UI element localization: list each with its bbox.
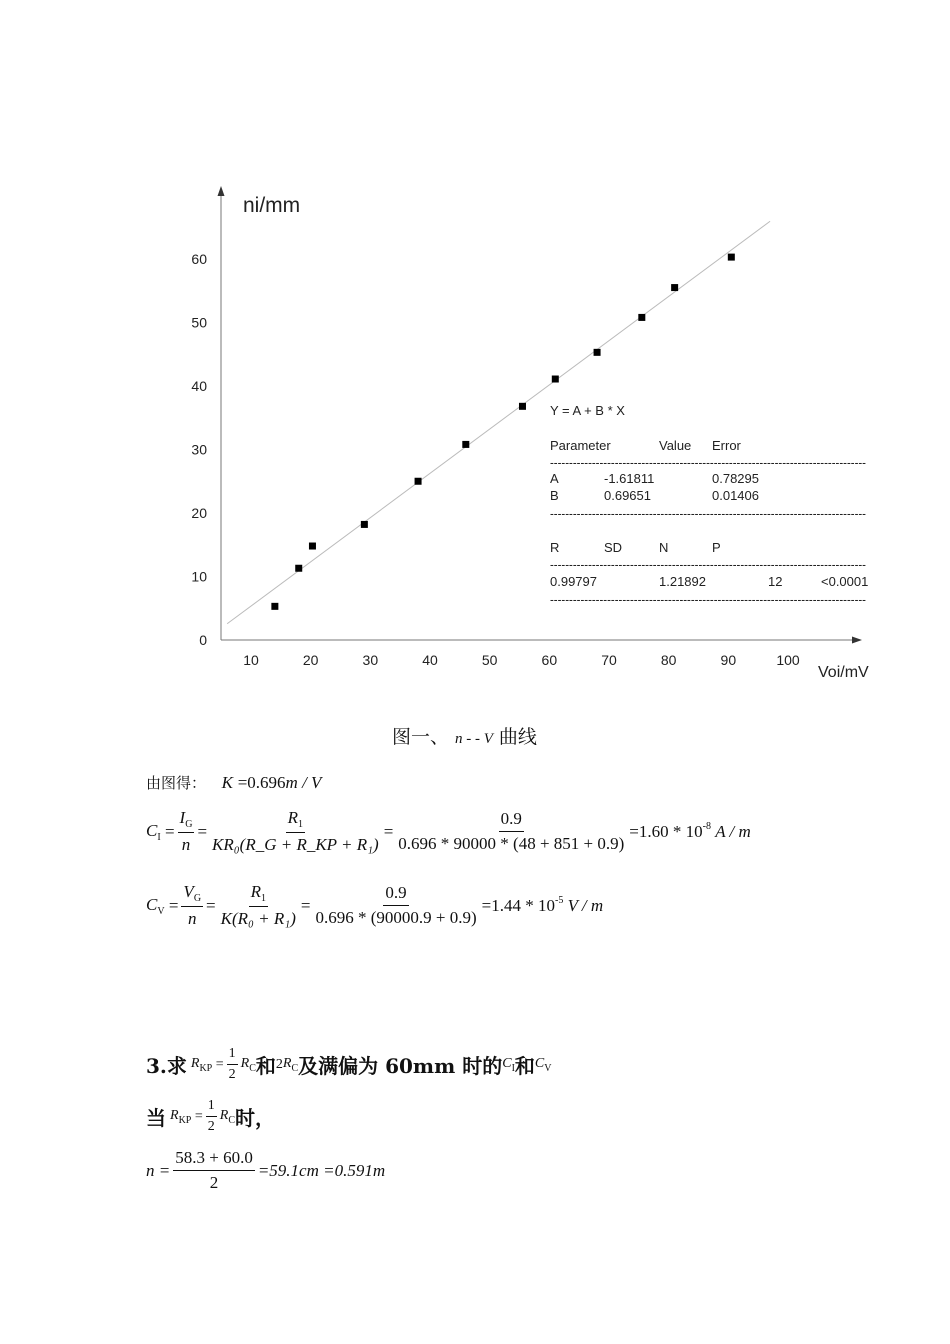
y-tick-label: 40: [191, 378, 207, 394]
fit-divider: -----------------------------------------------------------------------------------: [550, 455, 866, 470]
fit-stats-header-p: P: [712, 540, 721, 555]
fit-row-a-name: A: [550, 471, 559, 486]
k-value: =0.696: [237, 773, 286, 792]
caption-math: n - - V: [455, 731, 493, 747]
figure-caption: [392, 722, 537, 749]
y-axis-arrow: [218, 186, 225, 196]
x-tick-label: 10: [243, 652, 259, 668]
fit-header-error: Error: [712, 438, 741, 453]
data-point: [594, 349, 601, 356]
fit-row-a-value: -1.61811: [604, 471, 655, 486]
fit-stats-p: <0.0001: [821, 574, 869, 589]
n-average-equation: n = $\frac{58.3 + 60.0}{2}$ =59.1cm =0.591m: [146, 1148, 386, 1192]
condition-prefix: 当: [146, 1106, 166, 1130]
x-tick-label: 80: [660, 652, 677, 668]
fit-row-b-name: B: [550, 488, 559, 503]
data-point: [728, 254, 735, 261]
fit-stats-header-n: N: [659, 540, 669, 555]
x-tick-label: 100: [776, 652, 800, 668]
x-tick-label: 70: [601, 652, 617, 668]
fit-equation: Y = A + B * X: [550, 403, 625, 418]
fit-results-table: [550, 403, 868, 607]
ci-result: $=1.60 * 10^{-8}$ A / m: [629, 821, 751, 841]
fit-stats-header-r: R: [550, 540, 560, 555]
data-point: [519, 403, 526, 410]
cv-lhs: $C_V$: [146, 894, 165, 917]
data-point: [638, 314, 645, 321]
cv-frac-3: $\frac{0.9}{0.696 * (90000.9 + 0.9)}$: [315, 883, 477, 927]
data-point: [552, 376, 559, 383]
section-3-title: 3.求: [146, 1054, 187, 1078]
data-point: [671, 284, 678, 291]
data-point: [295, 565, 302, 572]
x-tick-label: 50: [481, 652, 498, 668]
y-tick-label: 0: [199, 632, 207, 648]
cv-frac-1: $\frac{V_G}{n}$: [183, 882, 202, 928]
x-tick-label: 30: [362, 652, 379, 668]
y-tick-label: 10: [191, 568, 207, 585]
k-symbol: K: [221, 773, 233, 792]
y-tick-label: 60: [191, 251, 207, 267]
y-tick-labels: [191, 251, 207, 648]
ci-frac-1: $\frac{I_G}{n}$: [179, 808, 193, 854]
fit-divider: -----------------------------------------------------------------------------------: [550, 506, 866, 521]
intro-text: 由图得：: [146, 774, 207, 792]
fit-row-b-value: 0.69651: [604, 488, 651, 503]
y-tick-label: 20: [191, 505, 207, 521]
data-point: [271, 603, 278, 610]
fit-header-value: Value: [659, 438, 692, 453]
fit-stats-r: 0.99797: [550, 574, 597, 589]
x-tick-label: 60: [541, 652, 558, 668]
k-value-line: [146, 772, 321, 793]
cv-equation: $C_V$ = $\frac{V_G}{n}$ = $\frac{R_1}{\text{K(R₀ + R₁)}}$ = $\frac{0.9}{0.696 * (90000.9 + 0.9)}$ $=1.44 * 10^{-5}$ V / m: [146, 882, 604, 928]
section-3-heading: 3.求 $R_{KP}$ = $\frac{1}{2}$ $R_C$ 和 2 $R_C$ 及满偏为 60mm 时的 $C_I$ 和 $C_V$: [146, 1046, 552, 1082]
ci-frac-2: $\frac{R_1}{\text{KR₀(R\_G + R\_KP + R₁)}}$: [212, 808, 379, 854]
data-point: [361, 521, 368, 528]
fit-header-parameter: Parameter: [550, 438, 611, 453]
section-3-condition: 当 $R_{KP}$ = $\frac{1}{2}$ $R_C$ 时，: [146, 1098, 275, 1134]
cv-result: $=1.44 * 10^{-5}$ V / m: [481, 895, 604, 915]
data-point: [415, 478, 422, 485]
fit-stats-sd: 1.21892: [659, 574, 706, 589]
y-axis-label: ni/mm: [243, 194, 301, 217]
fit-stats-header-sd: SD: [604, 540, 623, 555]
ci-frac-3: $\frac{0.9}{0.696 * 90000 * (48 + 851 + 0.9)}$: [398, 809, 625, 853]
x-tick-label: 90: [720, 652, 737, 668]
cv-frac-2: $\frac{R_1}{\text{K(R₀ + R₁)}}$: [220, 882, 296, 928]
fit-divider: -----------------------------------------------------------------------------------: [550, 557, 866, 572]
caption-suffix: 曲线: [498, 726, 537, 748]
x-tick-label: 20: [302, 652, 319, 668]
ci-equation: $C_I$ = $\frac{I_G}{n}$ = $\frac{R_1}{\text{KR₀(R\_G + R\_KP + R₁)}}$ = $\frac{0.9}{0.696 * 90000 * (48 + 851 + 0.9)}$ $=1.60 * 10^{-8}$ A / m: [146, 808, 751, 854]
fit-row-b-error: 0.01406: [712, 488, 759, 503]
caption-prefix: 图一、: [392, 726, 450, 748]
x-tick-labels: [243, 652, 800, 668]
fit-divider: -----------------------------------------------------------------------------------: [550, 592, 866, 607]
fit-row-a-error: 0.78295: [712, 471, 759, 486]
k-unit: m / V: [285, 773, 322, 792]
x-axis-arrow: [852, 637, 862, 644]
x-axis-label: Voi/mV: [818, 664, 869, 681]
condition-suffix: 时，: [235, 1106, 275, 1130]
y-tick-label: 30: [191, 441, 207, 458]
y-tick-label: 50: [191, 314, 207, 331]
ci-lhs: $C_I$: [146, 820, 161, 843]
fit-stats-n: 12: [768, 574, 783, 589]
data-point: [462, 441, 469, 448]
data-point: [309, 543, 316, 550]
x-tick-label: 40: [422, 652, 438, 668]
